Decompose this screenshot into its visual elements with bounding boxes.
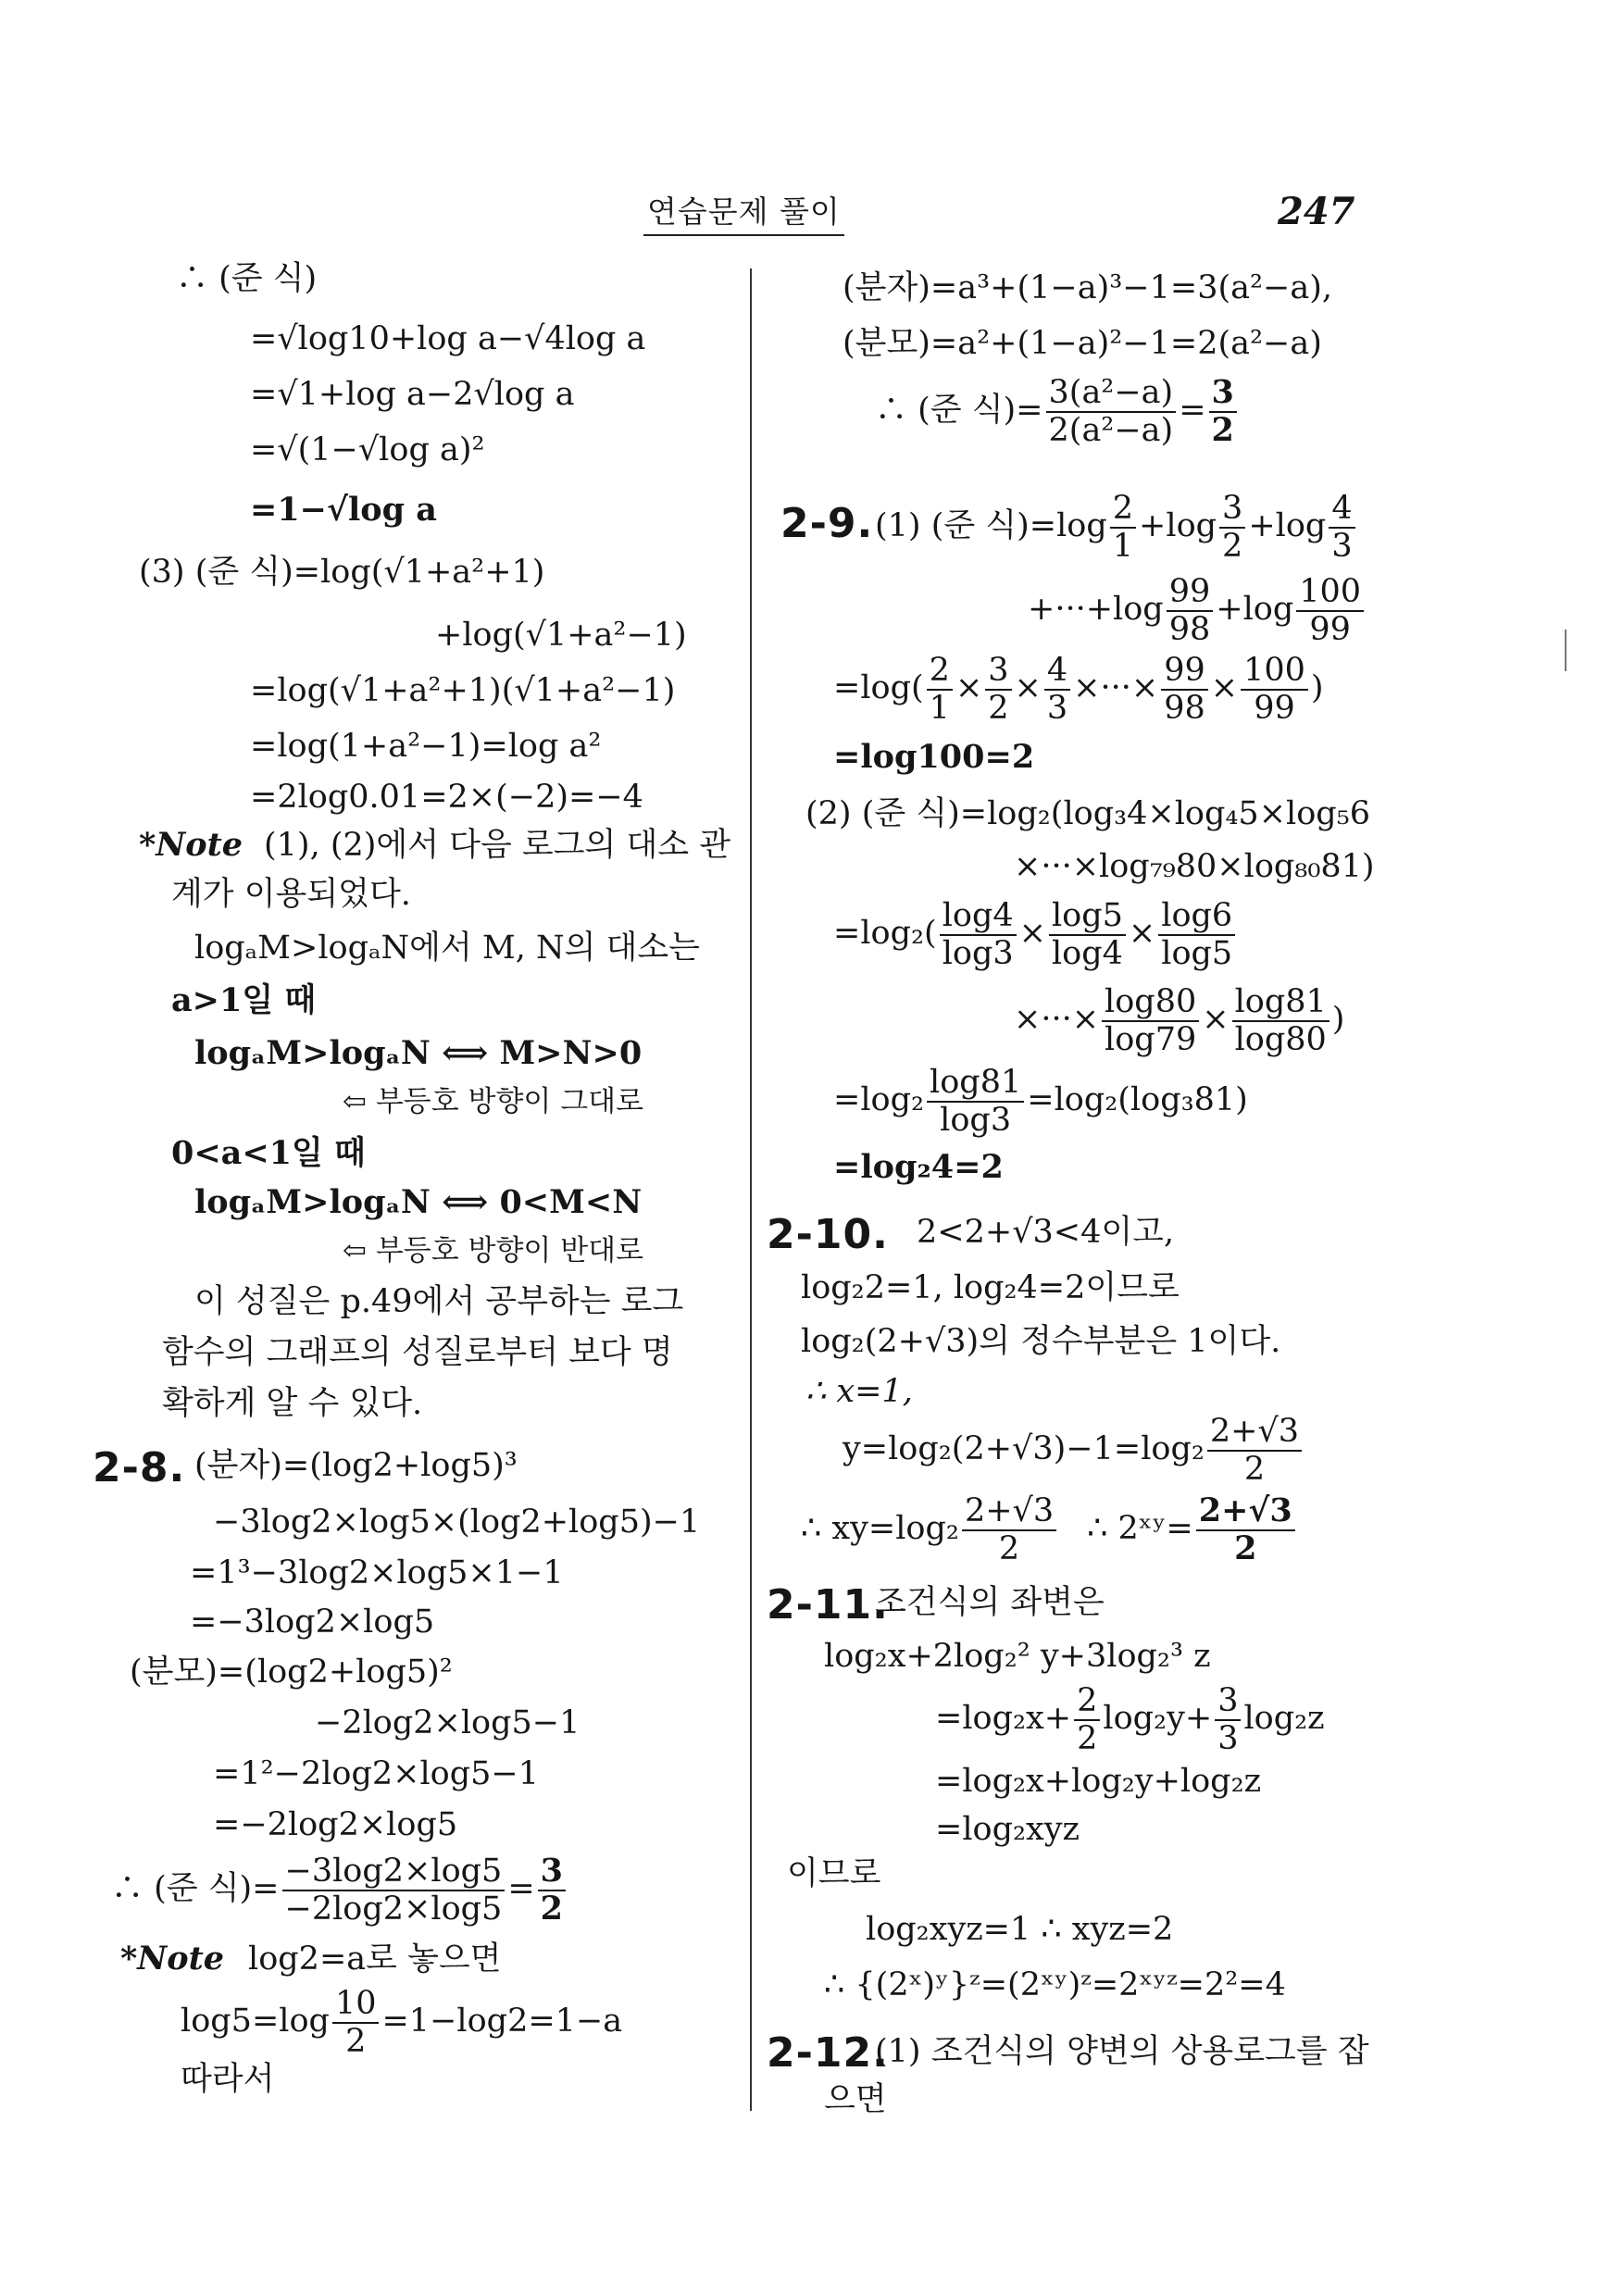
fraction: [1044, 653, 1070, 726]
math-line: =√1+log a−2√log a: [250, 376, 575, 413]
math-text: ∴ (준 식)=: [111, 1870, 280, 1907]
fraction-line: [935, 1683, 1325, 1756]
math-line: =√log10+log a−√4log a: [250, 320, 646, 357]
problem-number: 2-11.: [767, 1581, 889, 1628]
numerator: 3: [1215, 1683, 1241, 1721]
text-line: 함수의 그래프의 성질로부터 보다 명: [162, 1334, 673, 1371]
fraction-line: [843, 1414, 1305, 1487]
numerator: 2+√3: [1196, 1493, 1295, 1531]
fraction: [1219, 491, 1245, 564]
math-line: −3log2×log5×(log2+log5)−1: [213, 1504, 701, 1541]
fraction: [962, 1493, 1056, 1566]
math-line: logₐM>logₐN ⟺ M>N>0: [194, 1034, 643, 1072]
math-text: =1−log2=1−a: [381, 2003, 623, 2040]
math-text: ×: [1018, 915, 1046, 952]
math-text: ×···×: [1073, 669, 1159, 706]
note-label: *Note: [139, 826, 243, 864]
text-line: ⇦ 부등호 방향이 그대로: [343, 1085, 644, 1118]
denominator: 2: [1222, 527, 1243, 565]
math-text: ×: [1014, 669, 1042, 706]
math-text: +log: [1216, 591, 1294, 628]
scan-edge-mark: [1565, 630, 1567, 671]
fraction: [538, 1853, 566, 1927]
numerator: 2: [927, 653, 953, 691]
denominator: 2: [1243, 1450, 1266, 1488]
math-line: =−3log2×log5: [190, 1603, 435, 1641]
denominator: log80: [1234, 1020, 1327, 1058]
running-header: 연습문제 풀이: [643, 188, 844, 236]
fraction: [1049, 898, 1126, 971]
math-text: ∴ (준 식)=: [875, 392, 1043, 429]
math-text: =log₂x+: [935, 1700, 1072, 1737]
numerator: 4: [1329, 491, 1355, 529]
math-text: log₂z: [1243, 1700, 1325, 1737]
math-text: =: [1179, 392, 1206, 429]
fraction: [1207, 1414, 1302, 1487]
fraction: [985, 653, 1011, 726]
numerator: 2+√3: [1207, 1414, 1302, 1452]
math-text: ×: [1202, 1001, 1230, 1038]
math-text: =log₂(log₃81): [1027, 1081, 1248, 1118]
math-line: (분모)=(log2+log5)²: [130, 1653, 453, 1691]
numerator: 3(a²−a): [1046, 375, 1177, 413]
math-text: (1) (준 식)=log: [875, 507, 1107, 544]
fraction: [1296, 574, 1364, 647]
fraction: [1046, 375, 1177, 448]
fraction: [940, 898, 1017, 971]
math-text: log₂y+: [1103, 1700, 1213, 1737]
fraction: [1074, 1683, 1100, 1756]
fraction-line: [1028, 574, 1367, 647]
text-line: 계가 이용되었다.: [171, 876, 411, 913]
math-line: ∴ x=1,: [805, 1373, 913, 1410]
fraction: [1167, 574, 1214, 647]
fraction: [927, 653, 953, 726]
fraction: [1232, 984, 1330, 1057]
math-line: +log(√1+a²−1): [435, 617, 687, 654]
numerator: 99: [1167, 574, 1214, 612]
problem-number: 2-12.: [767, 2029, 889, 2077]
math-text: ×: [955, 669, 983, 706]
math-line: (2) (준 식)=log₂(log₃4×log₄5×log₅6: [805, 795, 1371, 832]
math-text: +log: [1248, 507, 1327, 544]
denominator: 2(a²−a): [1048, 411, 1174, 449]
note-label: *Note: [120, 1940, 225, 1978]
math-text: ×···×: [1014, 1001, 1100, 1038]
fraction: [1241, 653, 1308, 726]
math-line: =√(1−√log a)²: [250, 431, 485, 468]
fraction: [282, 1853, 506, 1927]
text-line: (1) 조건식의 양변의 상용로그를 잡: [875, 2033, 1369, 2070]
page-number: 247: [1278, 190, 1355, 233]
math-text: ): [1310, 669, 1324, 706]
text-line: (1), (2)에서 다음 로그의 대소 관: [264, 827, 731, 864]
fraction-line: [833, 1065, 1248, 1138]
numerator: 100: [1241, 653, 1308, 691]
math-line: ×···×log₇₉80×log₈₀81): [1014, 848, 1375, 885]
math-text: =: [507, 1870, 535, 1907]
numerator: 3: [1219, 491, 1245, 529]
math-text: ×: [1210, 669, 1239, 706]
fraction: [1161, 653, 1208, 726]
denominator: 99: [1309, 610, 1351, 648]
denominator: log3: [940, 1101, 1012, 1139]
fraction-line: [875, 491, 1358, 564]
denominator: 98: [1164, 689, 1205, 727]
fraction: [1196, 1493, 1295, 1566]
math-text: =log₂(: [833, 915, 937, 952]
numerator: 10: [332, 1986, 380, 2024]
fraction-line: [875, 375, 1240, 448]
numerator: 3: [538, 1853, 566, 1891]
denominator: 2: [345, 2022, 367, 2060]
denominator: 2: [1077, 1719, 1098, 1757]
text-line: log₂(2+√3)의 정수부분은 1이다.: [801, 1323, 1281, 1360]
numerator: log6: [1158, 898, 1235, 936]
math-line: =1−√log a: [250, 491, 437, 529]
numerator: 4: [1044, 653, 1070, 691]
denominator: 2: [1211, 410, 1234, 449]
denominator: 3: [1046, 689, 1068, 727]
problem-number: 2-10.: [767, 1211, 889, 1258]
math-line: −2log2×log5−1: [315, 1704, 581, 1741]
numerator: −3log2×log5: [282, 1853, 506, 1891]
denominator: 1: [1112, 527, 1134, 565]
text-line: ⇦ 부등호 방향이 반대로: [343, 1234, 644, 1267]
math-text: log5=log: [181, 2003, 330, 2040]
numerator: log4: [940, 898, 1017, 936]
fraction: [1110, 491, 1136, 564]
denominator: 3: [1331, 527, 1353, 565]
math-text: =log(: [833, 669, 924, 706]
fraction-line: [111, 1853, 568, 1927]
denominator: log5: [1161, 934, 1233, 972]
numerator: log80: [1102, 984, 1199, 1022]
math-text: =log₂: [833, 1081, 925, 1118]
fraction-line: [833, 898, 1238, 971]
math-text: +···+log: [1028, 591, 1164, 628]
math-text: +log: [1139, 507, 1217, 544]
text-line: a>1일 때: [171, 981, 317, 1019]
numerator: 3: [1209, 375, 1237, 413]
text-line: 이 성질은 p.49에서 공부하는 로그: [194, 1283, 684, 1320]
numerator: log5: [1049, 898, 1126, 936]
fraction-line: [181, 1986, 622, 2059]
problem-number: 2-9.: [780, 500, 874, 547]
denominator: −2log2×log5: [284, 1890, 503, 1928]
math-line: (분자)=a³+(1−a)³−1=3(a²−a),: [843, 269, 1332, 306]
math-line: =log₂x+log₂y+log₂z: [935, 1763, 1262, 1800]
problem-number: 2-8.: [93, 1444, 186, 1491]
math-line: =log(1+a²−1)=log a²: [250, 728, 602, 765]
fraction: [927, 1065, 1024, 1138]
text-line: 으면: [824, 2081, 887, 2118]
numerator: 2: [1074, 1683, 1100, 1721]
text-line: 따라서: [181, 2061, 275, 2098]
math-line: =−2log2×log5: [213, 1806, 458, 1843]
math-line: =log₂xyz: [935, 1811, 1080, 1848]
numerator: 99: [1161, 653, 1208, 691]
fraction-line: [833, 653, 1324, 726]
math-line: ∴ {(2ˣ)ʸ}ᶻ=(2ˣʸ)ᶻ=2ˣʸᶻ=2²=4: [824, 1966, 1286, 2003]
math-text: y=log₂(2+√3)−1=log₂: [843, 1430, 1205, 1467]
fraction: [1215, 1683, 1241, 1756]
fraction-line: [1014, 984, 1344, 1057]
math-line: =1³−3log2×log5×1−1: [190, 1554, 564, 1591]
math-line: =log₂4=2: [833, 1148, 1004, 1186]
math-line: log₂x+2log₂² y+3log₂³ z: [824, 1638, 1211, 1675]
numerator: 2+√3: [962, 1493, 1056, 1531]
denominator: 98: [1168, 610, 1211, 648]
math-line: (분모)=a²+(1−a)²−1=2(a²−a): [843, 325, 1322, 362]
numerator: log81: [1232, 984, 1330, 1022]
fraction: [1329, 491, 1355, 564]
math-text: ∴ 2ˣʸ=: [1087, 1510, 1193, 1547]
numerator: 100: [1296, 574, 1364, 612]
denominator: 2: [540, 1889, 564, 1928]
text-line: ∴ (준 식): [176, 260, 318, 297]
denominator: log79: [1105, 1020, 1197, 1058]
math-line: (분자)=(log2+log5)³: [194, 1447, 518, 1484]
math-line: =log(√1+a²+1)(√1+a²−1): [250, 672, 676, 709]
denominator: 3: [1217, 1719, 1239, 1757]
math-line: =2log0.01=2×(−2)=−4: [250, 779, 643, 816]
denominator: 2: [988, 689, 1009, 727]
denominator: 2: [1234, 1529, 1257, 1567]
fraction: [1158, 898, 1235, 971]
column-divider: [750, 268, 752, 2111]
denominator: 2: [998, 1529, 1020, 1567]
fraction: [332, 1986, 380, 2059]
text-line: 0<a<1일 때: [171, 1134, 366, 1172]
fraction-line: [801, 1493, 1298, 1566]
denominator: log3: [942, 934, 1014, 972]
math-line: 2<2+√3<4이고,: [917, 1214, 1175, 1251]
numerator: 3: [985, 653, 1011, 691]
math-line: =log100=2: [833, 738, 1035, 776]
fraction: [1209, 375, 1237, 448]
math-line: =1²−2log2×log5−1: [213, 1755, 540, 1792]
numerator: 2: [1110, 491, 1136, 529]
math-line: log₂2=1, log₂4=2이므로: [801, 1269, 1180, 1306]
math-line: logₐM>logₐN ⟺ 0<M<N: [194, 1183, 643, 1221]
text-line: 이므로: [787, 1855, 881, 1892]
text-line: 조건식의 좌변은: [875, 1584, 1105, 1621]
denominator: log4: [1051, 934, 1123, 972]
math-line: log₂xyz=1 ∴ xyz=2: [866, 1911, 1174, 1948]
denominator: 1: [929, 689, 950, 727]
denominator: 99: [1254, 689, 1295, 727]
text-line: 확하게 알 수 있다.: [162, 1385, 423, 1422]
numerator: log81: [927, 1065, 1024, 1103]
math-text: ∴ xy=log₂: [801, 1510, 959, 1547]
text-line: log2=a로 놓으면: [248, 1940, 502, 1978]
fraction: [1102, 984, 1199, 1057]
math-text: ): [1331, 1001, 1345, 1038]
text-line: logₐM>logₐN에서 M, N의 대소는: [194, 930, 700, 967]
math-line: (3) (준 식)=log(√1+a²+1): [139, 554, 545, 591]
math-text: ×: [1128, 915, 1156, 952]
